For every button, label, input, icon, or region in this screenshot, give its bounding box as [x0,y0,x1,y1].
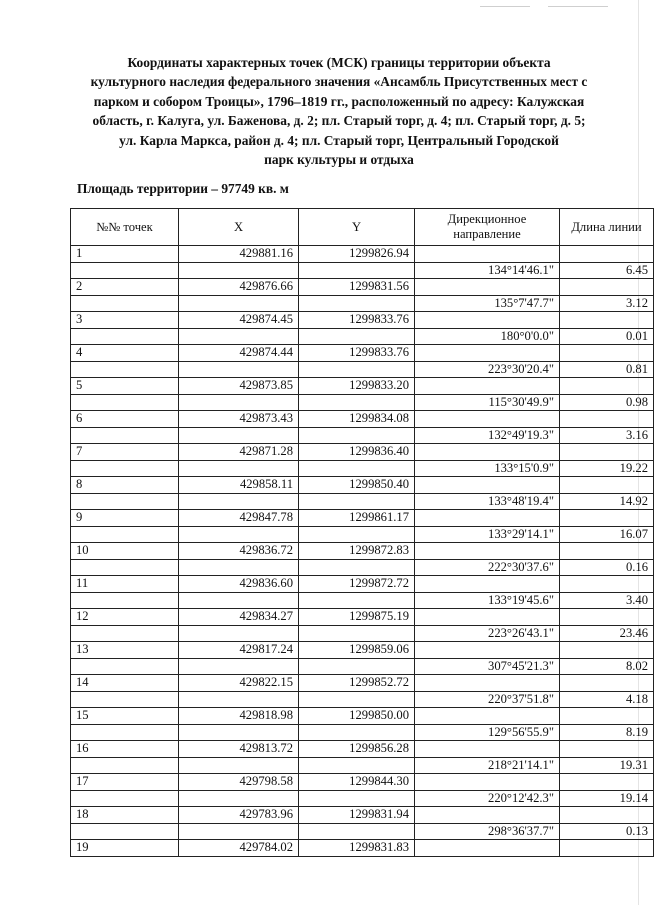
point-x: 429871.28 [179,444,299,461]
segment-direction: 307°45'21.3" [415,658,560,675]
column-header-direction: Дирекционное направление [415,209,560,246]
empty-cell [299,823,415,840]
scan-mark-line [480,6,530,7]
title-line: культурного наследия федерального значения «Ансамбль Присутственных мест с [90,74,588,90]
empty-cell [179,559,299,576]
point-y: 1299833.76 [299,312,415,329]
empty-cell [299,460,415,477]
point-x: 429858.11 [179,477,299,494]
point-number: 3 [71,312,179,329]
point-x: 429798.58 [179,774,299,791]
empty-cell [560,411,654,428]
segment-length: 19.31 [560,757,654,774]
point-row [71,675,654,692]
point-y: 1299875.19 [299,609,415,626]
point-row [71,279,654,296]
empty-cell [71,361,179,378]
point-row [71,345,654,362]
segment-row [71,790,654,807]
empty-cell [560,477,654,494]
segment-direction: 220°12'42.3" [415,790,560,807]
empty-cell [560,741,654,758]
point-x: 429836.60 [179,576,299,593]
point-x: 429881.16 [179,246,299,263]
empty-cell [299,526,415,543]
empty-cell [560,345,654,362]
point-number: 2 [71,279,179,296]
empty-cell [560,708,654,725]
segment-length: 19.22 [560,460,654,477]
point-y: 1299856.28 [299,741,415,758]
point-number: 4 [71,345,179,362]
point-row [71,312,654,329]
empty-cell [71,295,179,312]
point-row [71,378,654,395]
segment-row [71,823,654,840]
empty-cell [179,823,299,840]
point-number: 18 [71,807,179,824]
point-number: 1 [71,246,179,263]
point-number: 11 [71,576,179,593]
point-row [71,510,654,527]
empty-cell [71,625,179,642]
empty-cell [179,691,299,708]
empty-cell [71,592,179,609]
point-row [71,477,654,494]
point-number: 5 [71,378,179,395]
empty-cell [71,559,179,576]
empty-cell [299,394,415,411]
table-header-row [71,209,654,246]
point-row [71,576,654,593]
empty-cell [179,625,299,642]
empty-cell [415,609,560,626]
segment-direction: 180°0'0.0" [415,328,560,345]
point-row [71,609,654,626]
column-header-x: X [179,209,299,246]
empty-cell [299,691,415,708]
segment-row [71,427,654,444]
segment-row [71,724,654,741]
empty-cell [299,658,415,675]
empty-cell [179,460,299,477]
point-y: 1299833.76 [299,345,415,362]
empty-cell [71,328,179,345]
segment-direction: 133°15'0.9" [415,460,560,477]
empty-cell [560,279,654,296]
empty-cell [71,658,179,675]
point-x: 429873.85 [179,378,299,395]
empty-cell [415,444,560,461]
point-number: 7 [71,444,179,461]
point-number: 19 [71,840,179,857]
empty-cell [179,262,299,279]
point-x: 429836.72 [179,543,299,560]
empty-cell [560,246,654,263]
empty-cell [71,460,179,477]
segment-length: 8.19 [560,724,654,741]
point-number: 14 [71,675,179,692]
point-x: 429876.66 [179,279,299,296]
point-y: 1299826.94 [299,246,415,263]
empty-cell [560,807,654,824]
point-number: 15 [71,708,179,725]
point-row [71,708,654,725]
point-row [71,642,654,659]
empty-cell [299,559,415,576]
empty-cell [179,592,299,609]
empty-cell [179,724,299,741]
scan-mark-line [548,6,608,7]
segment-length: 19.14 [560,790,654,807]
point-x: 429818.98 [179,708,299,725]
empty-cell [415,675,560,692]
segment-row [71,295,654,312]
point-x: 429874.45 [179,312,299,329]
empty-cell [299,262,415,279]
segment-length: 0.16 [560,559,654,576]
segment-length: 14.92 [560,493,654,510]
empty-cell [415,279,560,296]
empty-cell [560,510,654,527]
empty-cell [179,394,299,411]
segment-row [71,394,654,411]
point-y: 1299852.72 [299,675,415,692]
segment-row [71,361,654,378]
point-row [71,741,654,758]
segment-length: 3.12 [560,295,654,312]
segment-row [71,757,654,774]
empty-cell [560,312,654,329]
empty-cell [560,378,654,395]
point-y: 1299831.56 [299,279,415,296]
empty-cell [560,444,654,461]
empty-cell [299,328,415,345]
point-y: 1299844.30 [299,774,415,791]
segment-row [71,526,654,543]
point-x: 429847.78 [179,510,299,527]
segment-length: 6.45 [560,262,654,279]
empty-cell [415,543,560,560]
segment-length: 8.02 [560,658,654,675]
segment-direction: 218°21'14.1" [415,757,560,774]
empty-cell [179,361,299,378]
empty-cell [560,642,654,659]
segment-length: 16.07 [560,526,654,543]
point-x: 429834.27 [179,609,299,626]
segment-row [71,262,654,279]
point-x: 429874.44 [179,345,299,362]
empty-cell [415,510,560,527]
point-y: 1299861.17 [299,510,415,527]
segment-row [71,625,654,642]
empty-cell [560,675,654,692]
point-y: 1299850.00 [299,708,415,725]
point-x: 429783.96 [179,807,299,824]
point-number: 12 [71,609,179,626]
empty-cell [179,790,299,807]
empty-cell [71,691,179,708]
empty-cell [560,774,654,791]
empty-cell [415,708,560,725]
table-body [71,246,654,857]
empty-cell [415,312,560,329]
point-number: 8 [71,477,179,494]
point-number: 16 [71,741,179,758]
point-number: 9 [71,510,179,527]
empty-cell [179,328,299,345]
empty-cell [415,840,560,857]
segment-direction: 298°36'37.7" [415,823,560,840]
segment-length: 0.81 [560,361,654,378]
empty-cell [71,526,179,543]
empty-cell [299,592,415,609]
empty-cell [71,394,179,411]
empty-cell [71,790,179,807]
empty-cell [71,823,179,840]
segment-direction: 134°14'46.1" [415,262,560,279]
segment-length: 23.46 [560,625,654,642]
column-header-y: Y [299,209,415,246]
point-row [71,543,654,560]
point-y: 1299833.20 [299,378,415,395]
point-number: 10 [71,543,179,560]
empty-cell [299,625,415,642]
empty-cell [415,477,560,494]
point-y: 1299872.83 [299,543,415,560]
document-title [70,53,608,169]
title-line: область, г. Калуга, ул. Баженова, д. 2; пл. Старый торг, д. 4; пл. Старый торг, д. 5; [92,113,586,129]
empty-cell [560,609,654,626]
empty-cell [71,724,179,741]
segment-length: 3.16 [560,427,654,444]
point-row [71,840,654,857]
empty-cell [299,724,415,741]
point-x: 429822.15 [179,675,299,692]
point-x: 429817.24 [179,642,299,659]
empty-cell [560,840,654,857]
empty-cell [415,807,560,824]
segment-direction: 115°30'49.9" [415,394,560,411]
point-row [71,807,654,824]
segment-row [71,592,654,609]
point-x: 429784.02 [179,840,299,857]
empty-cell [179,526,299,543]
empty-cell [415,774,560,791]
point-y: 1299850.40 [299,477,415,494]
empty-cell [299,757,415,774]
point-row [71,411,654,428]
empty-cell [299,427,415,444]
point-y: 1299872.72 [299,576,415,593]
point-x: 429873.43 [179,411,299,428]
column-header-point-number: №№ точек [71,209,179,246]
segment-direction: 220°37'51.8" [415,691,560,708]
empty-cell [415,378,560,395]
empty-cell [71,427,179,444]
segment-direction: 129°56'55.9" [415,724,560,741]
point-number: 13 [71,642,179,659]
point-row [71,246,654,263]
empty-cell [415,576,560,593]
coordinates-table [70,208,654,857]
empty-cell [415,642,560,659]
column-header-line-length: Длина линии [560,209,654,246]
segment-length: 0.13 [560,823,654,840]
segment-length: 0.01 [560,328,654,345]
empty-cell [71,262,179,279]
point-x: 429813.72 [179,741,299,758]
empty-cell [560,576,654,593]
segment-length: 4.18 [560,691,654,708]
title-line: парк культуры и отдыха [264,152,414,168]
segment-direction: 133°19'45.6" [415,592,560,609]
empty-cell [299,790,415,807]
empty-cell [179,493,299,510]
point-y: 1299859.06 [299,642,415,659]
empty-cell [299,493,415,510]
segment-direction: 223°26'43.1" [415,625,560,642]
point-row [71,774,654,791]
empty-cell [415,246,560,263]
segment-length: 0.98 [560,394,654,411]
empty-cell [415,741,560,758]
empty-cell [179,757,299,774]
point-y: 1299836.40 [299,444,415,461]
empty-cell [71,493,179,510]
title-line: Координаты характерных точек (МСК) границы территории объекта [127,55,551,70]
segment-direction: 133°48'19.4" [415,493,560,510]
empty-cell [179,658,299,675]
empty-cell [415,411,560,428]
segment-row [71,691,654,708]
title-line: парком и собором Троицы», 1796–1819 гг., расположенный по адресу: Калужская [93,93,585,109]
title-line: ул. Карла Маркса, район д. 4; пл. Старый торг, Центральный Городской [119,132,559,148]
point-y: 1299831.83 [299,840,415,857]
point-y: 1299831.94 [299,807,415,824]
point-y: 1299834.08 [299,411,415,428]
empty-cell [179,295,299,312]
empty-cell [415,345,560,362]
segment-row [71,460,654,477]
segment-direction: 222°30'37.6" [415,559,560,576]
segment-length: 3.40 [560,592,654,609]
empty-cell [299,295,415,312]
point-row [71,444,654,461]
point-number: 17 [71,774,179,791]
segment-direction: 133°29'14.1" [415,526,560,543]
territory-area: Площадь территории – 97749 кв. м [77,181,289,196]
segment-row [71,328,654,345]
segment-row [71,493,654,510]
empty-cell [560,543,654,560]
empty-cell [299,361,415,378]
point-number: 6 [71,411,179,428]
empty-cell [71,757,179,774]
segment-row [71,559,654,576]
empty-cell [179,427,299,444]
segment-row [71,658,654,675]
segment-direction: 132°49'19.3" [415,427,560,444]
segment-direction: 223°30'20.4" [415,361,560,378]
segment-direction: 135°7'47.7" [415,295,560,312]
